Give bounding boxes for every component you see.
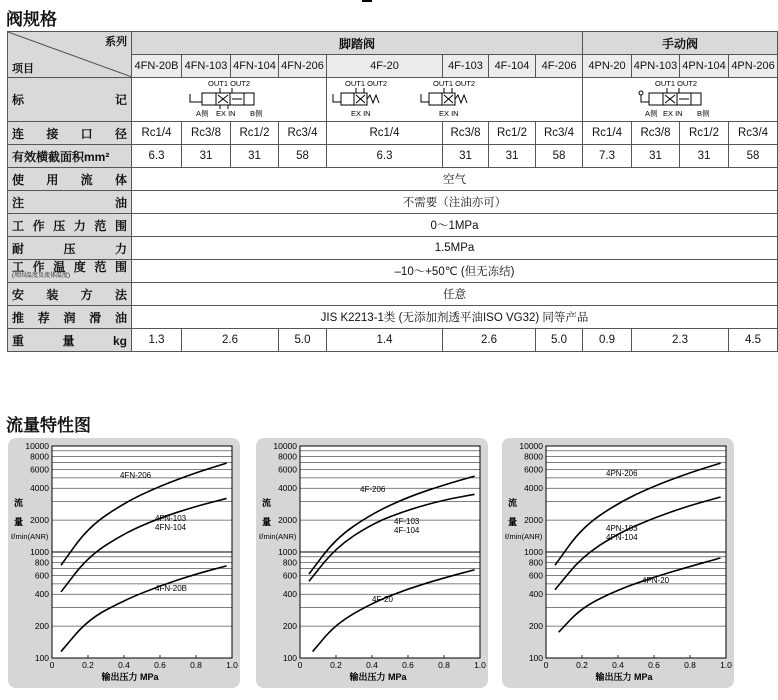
area-cell: 6.3 — [132, 145, 182, 168]
area-label: 有效横截面积mm² — [8, 145, 132, 168]
oil-row — [8, 306, 778, 329]
mount-row — [8, 283, 778, 306]
pressure-row — [8, 214, 778, 237]
weight-row — [8, 329, 778, 352]
valve-symbol-foot-pedal — [132, 78, 327, 118]
y-tick-label: 100 — [34, 653, 49, 663]
y-tick-label: 4000 — [524, 483, 543, 494]
y-tick-label: 600 — [282, 570, 297, 581]
flow-chart-svg — [248, 438, 493, 695]
y-tick-label: 2000 — [30, 515, 49, 526]
model-cell: 4PN-104 — [680, 55, 729, 78]
model-cell: 4F-104 — [489, 55, 536, 78]
port-cell: Rc3/8 — [182, 122, 231, 145]
port-cell: Rc3/4 — [729, 122, 778, 145]
area-cell: 31 — [680, 145, 729, 168]
x-tick-label: 0.6 — [402, 660, 414, 670]
y-tick-label: 10000 — [273, 441, 297, 451]
x-axis-label: 输出压力 MPa — [101, 672, 159, 682]
x-tick-label: 0.4 — [118, 660, 130, 670]
series-label: 4F-20 — [372, 595, 393, 604]
symbol-row — [8, 78, 778, 122]
series-label: 4FN-20B — [155, 584, 188, 593]
x-tick-label: 0.2 — [330, 660, 342, 670]
temp-label-cell — [8, 260, 132, 283]
spec-table — [7, 31, 778, 352]
flow-chart-svg — [494, 438, 739, 695]
area-cell: 31 — [632, 145, 680, 168]
model-cell: 4F-206 — [536, 55, 583, 78]
valve-symbol-hand-lever — [583, 78, 778, 118]
y-axis-unit: ℓ/min(ANR) — [259, 532, 297, 541]
y-tick-label: 800 — [528, 557, 543, 568]
corner-series-label: 系列 — [105, 36, 127, 48]
symbol-a-side: A侧 — [196, 109, 209, 118]
weight-cell: 4.5 — [729, 329, 778, 352]
series-label: 4F-103 — [394, 517, 420, 526]
lube-label: 注油 — [8, 191, 132, 214]
model-cell: 4F-103 — [443, 55, 489, 78]
flow-chart-4f — [248, 438, 493, 700]
x-tick-label: 0 — [543, 660, 549, 670]
port-cell: Rc1/2 — [231, 122, 279, 145]
weight-cell: 2.6 — [182, 329, 279, 352]
y-tick-label: 200 — [528, 621, 543, 632]
symbol-cell-4pn — [583, 78, 778, 122]
x-tick-label: 0.6 — [648, 660, 660, 670]
x-tick-label: 0.4 — [366, 660, 378, 670]
weight-cell: 2.3 — [632, 329, 729, 352]
y-tick-label: 200 — [282, 621, 297, 632]
y-tick-label: 6000 — [278, 464, 297, 475]
y-tick-label: 1000 — [524, 547, 543, 557]
x-axis-label: 输出压力 MPa — [595, 672, 653, 682]
x-tick-label: 1.0 — [720, 660, 732, 670]
y-tick-label: 800 — [34, 557, 49, 568]
temp-value: –10～+50℃ (但无冻结) — [132, 260, 778, 283]
y-axis-unit: ℓ/min(ANR) — [505, 532, 543, 541]
x-tick-label: 1.0 — [226, 660, 238, 670]
y-tick-label: 800 — [282, 557, 297, 568]
series-label: 4PN-20 — [642, 576, 670, 585]
symbol-exin-text: EX IN — [439, 109, 459, 118]
fluid-row — [8, 168, 778, 191]
model-cell: 4PN-103 — [632, 55, 680, 78]
symbol-exin-text: EX IN — [663, 109, 683, 118]
top-mark — [362, 0, 372, 2]
series-label: 4F-104 — [394, 526, 420, 535]
y-axis-label: 流 — [262, 498, 272, 508]
symbol-out-text: OUT1 OUT2 — [655, 79, 698, 88]
port-cell: Rc1/2 — [680, 122, 729, 145]
y-axis-label: 量 — [262, 517, 272, 527]
proof-row — [8, 237, 778, 260]
x-tick-label: 0.8 — [684, 660, 696, 670]
port-cell: Rc1/4 — [132, 122, 182, 145]
area-cell: 31 — [489, 145, 536, 168]
y-axis-label: 量 — [508, 517, 518, 527]
symbol-out-text: OUT1 OUT2 — [208, 79, 251, 88]
y-tick-label: 8000 — [278, 451, 297, 462]
area-cell: 6.3 — [327, 145, 443, 168]
y-tick-label: 2000 — [278, 515, 297, 526]
area-cell: 7.3 — [583, 145, 632, 168]
y-tick-label: 8000 — [30, 451, 49, 462]
mount-label: 安装方法 — [8, 283, 132, 306]
y-axis-unit: ℓ/min(ANR) — [11, 532, 49, 541]
flow-chart-svg — [0, 438, 245, 695]
area-cell: 58 — [729, 145, 778, 168]
x-tick-label: 0.2 — [576, 660, 588, 670]
weight-cell: 1.4 — [327, 329, 443, 352]
x-tick-label: 0.4 — [612, 660, 624, 670]
model-cell: 4FN-104 — [231, 55, 279, 78]
spec-title: 阀规格 — [6, 10, 57, 29]
group-foot-valve: 脚踏阀 — [132, 32, 583, 55]
pressure-value: 0～1MPa — [132, 214, 778, 237]
symbol-b-side: B侧 — [250, 109, 263, 118]
model-cell: 4F-20 — [327, 55, 443, 78]
lube-row — [8, 191, 778, 214]
area-cell: 58 — [279, 145, 327, 168]
y-tick-label: 1000 — [30, 547, 49, 557]
group-hand-valve: 手动阀 — [583, 32, 778, 55]
series-label: 4PN-104 — [606, 533, 638, 542]
header-row — [8, 32, 778, 55]
weight-cell: 5.0 — [279, 329, 327, 352]
y-tick-label: 2000 — [524, 515, 543, 526]
proof-value: 1.5MPa — [132, 237, 778, 260]
y-tick-label: 10000 — [519, 441, 543, 451]
flow-chart-4pn — [494, 438, 739, 700]
area-row — [8, 145, 778, 168]
y-tick-label: 100 — [528, 653, 543, 663]
weight-cell: 0.9 — [583, 329, 632, 352]
series-label: 4PN-103 — [606, 524, 638, 533]
y-tick-label: 10000 — [25, 441, 49, 451]
proof-label: 耐压力 — [8, 237, 132, 260]
y-axis-label: 流 — [14, 498, 24, 508]
temp-sublabel: (周围温度及流体温度) — [12, 273, 70, 279]
y-tick-label: 4000 — [278, 483, 297, 494]
port-row — [8, 122, 778, 145]
series-label: 4PN-206 — [606, 469, 638, 478]
fluid-value: 空气 — [132, 168, 778, 191]
series-label: 4FN-104 — [155, 523, 187, 532]
x-tick-label: 0 — [297, 660, 303, 670]
model-cell: 4FN-103 — [182, 55, 231, 78]
weight-cell: 1.3 — [132, 329, 182, 352]
y-axis-label: 流 — [508, 498, 518, 508]
y-tick-label: 600 — [34, 570, 49, 581]
y-tick-label: 100 — [282, 653, 297, 663]
x-tick-label: 0 — [49, 660, 55, 670]
area-cell: 58 — [536, 145, 583, 168]
y-tick-label: 4000 — [30, 483, 49, 494]
symbol-exin-text: EX IN — [216, 109, 236, 118]
symbol-out-text: OUT1 OUT2 — [433, 79, 476, 88]
y-tick-label: 400 — [34, 589, 49, 600]
symbol-b-side: B侧 — [697, 109, 710, 118]
series-label: 4F-206 — [360, 485, 386, 494]
temp-row — [8, 260, 778, 283]
pressure-label: 工作压力范围 — [8, 214, 132, 237]
x-axis-label: 输出压力 MPa — [349, 672, 407, 682]
y-tick-label: 8000 — [524, 451, 543, 462]
model-cell: 4FN-206 — [279, 55, 327, 78]
model-cell: 4FN-20B — [132, 55, 182, 78]
port-cell: Rc3/4 — [279, 122, 327, 145]
model-cell: 4PN-206 — [729, 55, 778, 78]
port-label: 连接口径 — [8, 122, 132, 145]
y-tick-label: 1000 — [278, 547, 297, 557]
fluid-label: 使用流体 — [8, 168, 132, 191]
port-cell: Rc1/2 — [489, 122, 536, 145]
symbol-out-text: OUT1 OUT2 — [345, 79, 388, 88]
mount-value: 任意 — [132, 283, 778, 306]
x-tick-label: 1.0 — [474, 660, 486, 670]
symbol-a-side: A侧 — [645, 109, 658, 118]
area-cell: 31 — [443, 145, 489, 168]
valve-symbol-foot-spring — [327, 78, 582, 118]
y-tick-label: 6000 — [524, 464, 543, 475]
y-tick-label: 600 — [528, 570, 543, 581]
oil-label: 推荐润滑油 — [8, 306, 132, 329]
y-tick-label: 400 — [528, 589, 543, 600]
port-cell: Rc3/8 — [443, 122, 489, 145]
y-tick-label: 400 — [282, 589, 297, 600]
model-cell: 4PN-20 — [583, 55, 632, 78]
port-cell: Rc3/4 — [536, 122, 583, 145]
symbol-label: 标记 — [8, 78, 132, 122]
weight-label: 重量kg — [8, 329, 132, 352]
weight-cell: 2.6 — [443, 329, 536, 352]
y-tick-label: 200 — [34, 621, 49, 632]
y-tick-label: 6000 — [30, 464, 49, 475]
x-tick-label: 0.2 — [82, 660, 94, 670]
x-tick-label: 0.6 — [154, 660, 166, 670]
y-axis-label: 量 — [14, 517, 24, 527]
area-cell: 31 — [231, 145, 279, 168]
x-tick-label: 0.8 — [190, 660, 202, 670]
port-cell: Rc3/8 — [632, 122, 680, 145]
port-cell: Rc1/4 — [583, 122, 632, 145]
flow-title: 流量特性图 — [6, 416, 91, 435]
series-label: 4FN-206 — [120, 471, 152, 480]
corner-item-label: 项目 — [12, 63, 34, 75]
flow-chart-4fn — [0, 438, 245, 700]
weight-cell: 5.0 — [536, 329, 583, 352]
x-tick-label: 0.8 — [438, 660, 450, 670]
port-cell: Rc1/4 — [327, 122, 443, 145]
series-label: 4FN-103 — [155, 514, 187, 523]
oil-value: JIS K2213-1类 (无添加剂透平油ISO VG32) 同等产品 — [132, 306, 778, 329]
symbol-exin-text: EX IN — [351, 109, 371, 118]
symbol-cell-4fn — [132, 78, 327, 122]
lube-value: 不需要（注油亦可） — [132, 191, 778, 214]
area-cell: 31 — [182, 145, 231, 168]
temp-label: 工作温度范围 — [12, 260, 127, 274]
corner-cell — [8, 32, 132, 78]
symbol-cell-4f — [327, 78, 583, 122]
